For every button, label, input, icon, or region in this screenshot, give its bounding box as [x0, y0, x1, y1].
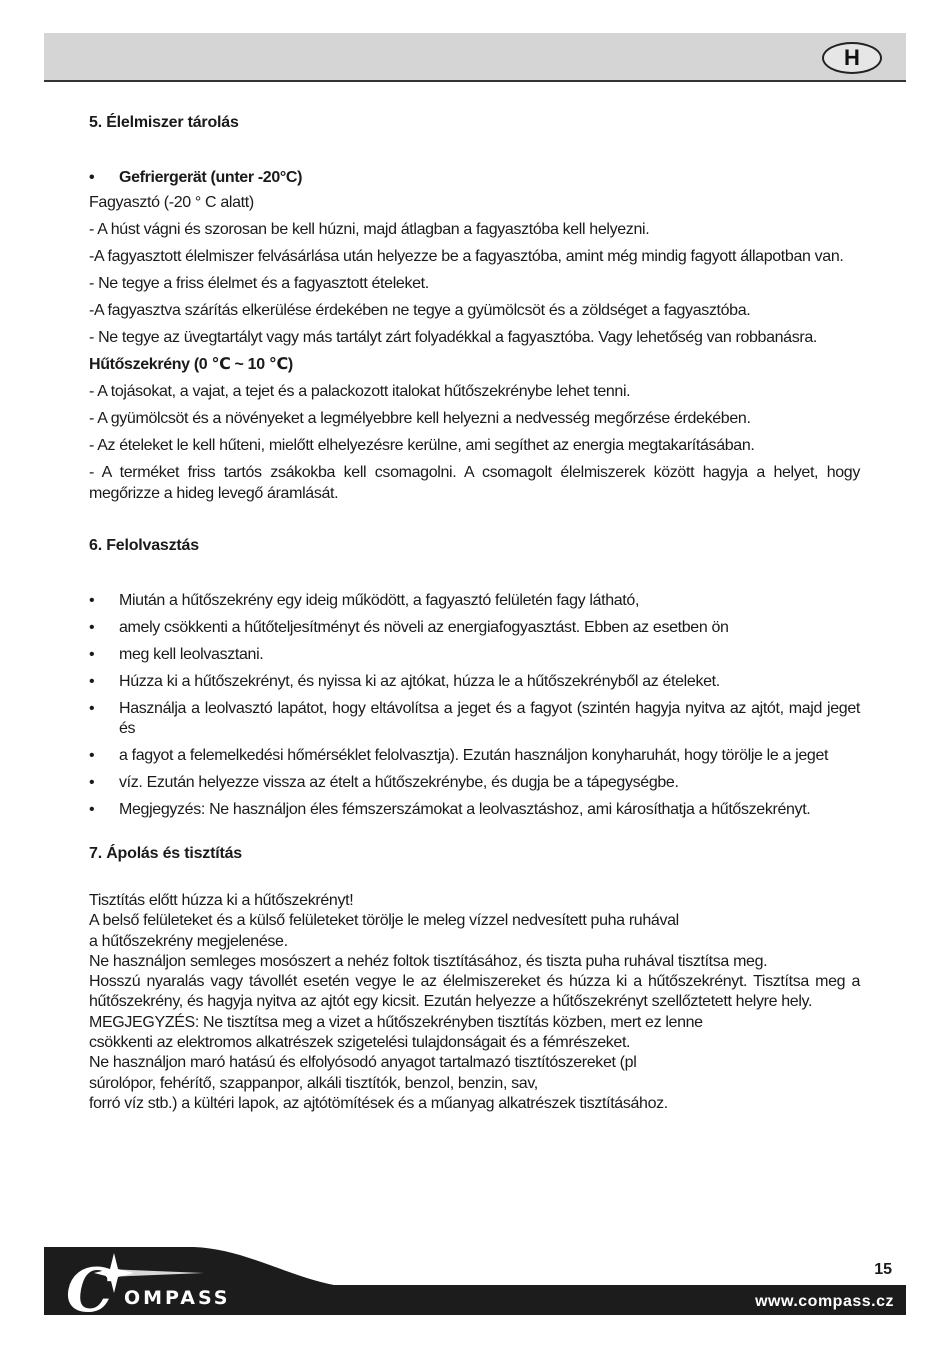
care-line: A belső felületeket és a külső felületeket törölje le meleg vízzel nedvesített puha ruhával	[89, 912, 679, 930]
defrost-item: • víz. Ezután helyezze vissza az ételt a hűtőszekrénybe, és dugja be a tápegységbe.	[89, 773, 860, 794]
logo-text: OMPASS	[124, 1287, 231, 1309]
header-bar	[44, 33, 906, 82]
defrost-item: • Húzza ki a hűtőszekrényt, és nyissa ki az ajtókat, húzza le a hűtőszekrényből az ételeket.	[89, 672, 860, 693]
website-url[interactable]: www.compass.cz	[755, 1293, 894, 1310]
section-5-title: 5. Élelmiszer tárolás	[89, 114, 239, 131]
defrost-item: • meg kell leolvasztani.	[89, 645, 860, 666]
page-number: 15	[874, 1261, 892, 1278]
freezer-item: -A fagyasztva szárítás elkerülése érdekében ne tegye a gyümölcsöt és a zöldséget a fagyasztóba.	[89, 302, 751, 319]
defrost-item: • a fagyot a felemelkedési hőmérséklet felolvasztja). Ezután használjon konyharuhát, hogy törölje le a jeget	[89, 746, 860, 767]
defrost-list	[89, 591, 860, 821]
care-line: forró víz stb.) a kültéri lapok, az ajtótömítések és a műanyag alkatrészek tisztításához.	[89, 1094, 668, 1112]
freezer-subtitle: Fagyasztó (-20 ° C alatt)	[89, 194, 254, 211]
defrost-item: • amely csökkenti a hűtőteljesítményt és növeli az energiafogyasztást. Ebben az esetben ön	[89, 618, 860, 639]
fridge-heading: Hűtőszekrény (0 ℃ ~ 10 ℃)	[89, 356, 293, 373]
defrost-item: • Miután a hűtőszekrény egy ideig működött, a fagyasztó felületén fagy látható,	[89, 591, 860, 612]
fridge-item: - A terméket friss tartós zsákokba kell csomagolni. A csomagolt élelmiszerek között hagyja a helyet, hogy megőrizze a hideg levegő áramlását.	[89, 464, 860, 502]
page-content	[89, 104, 860, 1114]
care-text	[89, 891, 860, 1114]
freezer-item: -A fagyasztott élelmiszer felvásárlása után helyezze be a fagyasztóba, amint még mindig fagyott állapotban van.	[89, 248, 844, 265]
freezer-heading-list	[89, 168, 860, 189]
care-line: MEGJEGYZÉS: Ne tisztítsa meg a vizet a hűtőszekrényben tisztítás közben, mert ez lenne	[89, 1013, 703, 1031]
fridge-item: - A tojásokat, a vajat, a tejet és a palackozott italokat hűtőszekrénybe lehet tenni.	[89, 383, 631, 400]
language-badge: H	[822, 42, 882, 74]
fridge-item: - Az ételeket le kell hűteni, mielőtt elhelyezésre kerülne, ami segíthet az energia megtakarításában.	[89, 437, 755, 454]
freezer-item: - A húst vágni és szorosan be kell húzni, majd átlagban a fagyasztóba kell helyezni.	[89, 221, 650, 238]
logo-initial: C	[66, 1256, 114, 1326]
care-line: súrolópor, fehérítő, szappanpor, alkáli tisztítók, benzol, benzin, sav,	[89, 1074, 538, 1092]
section-6-title: 6. Felolvasztás	[89, 536, 199, 554]
section-7-title: 7. Ápolás és tisztítás	[89, 845, 242, 862]
care-line: Tisztítás előtt húzza ki a hűtőszekrényt!	[89, 892, 354, 909]
defrost-item: • Használja a leolvasztó lapátot, hogy eltávolítsa a jeget és a fagyot (szintén hagyja nyitva az ajtót, majd jeget és	[89, 699, 860, 740]
care-line: Hosszú nyaralás vagy távollét esetén vegye le az élelmiszereket és húzza ki a hűtőszekrényt. Tisztítsa meg a hűtőszekrény, és hagyja nyitva az ajtót egy kicsit. Ezután helyezze a hűtőszekrényt szellőztetett helyre hely.	[89, 973, 860, 1011]
care-line: csökkenti az elektromos alkatrészek szigetelési tulajdonságait és a fémrészeket.	[89, 1034, 631, 1052]
footer	[44, 1247, 906, 1326]
freezer-item: - Ne tegye a friss élelmet és a fagyasztott ételeket.	[89, 275, 429, 292]
freezer-item: - Ne tegye az üvegtartályt vagy más tartályt zárt folyadékkal a fagyasztóba. Vagy lehetőség van robbanásra.	[89, 329, 818, 346]
fridge-item: - A gyümölcsöt és a növényeket a legmélyebbre kell helyezni a nedvesség megőrzése érdekében.	[89, 410, 751, 427]
care-line: Ne használjon maró hatású és elfolyósodó anyagot tartalmazó tisztítószereket (pl	[89, 1054, 637, 1072]
care-line: a hűtőszekrény megjelenése.	[89, 932, 288, 950]
defrost-item: • Megjegyzés: Ne használjon éles fémszerszámokat a leolvasztáshoz, ami károsíthatja a hűtőszekrényt.	[89, 800, 860, 821]
care-line: Ne használjon semleges mosószert a nehéz foltok tisztításához, és tiszta puha ruhával tisztítsa meg.	[89, 952, 768, 970]
freezer-heading: • Gefriergerät (unter -20°C)	[89, 168, 860, 189]
